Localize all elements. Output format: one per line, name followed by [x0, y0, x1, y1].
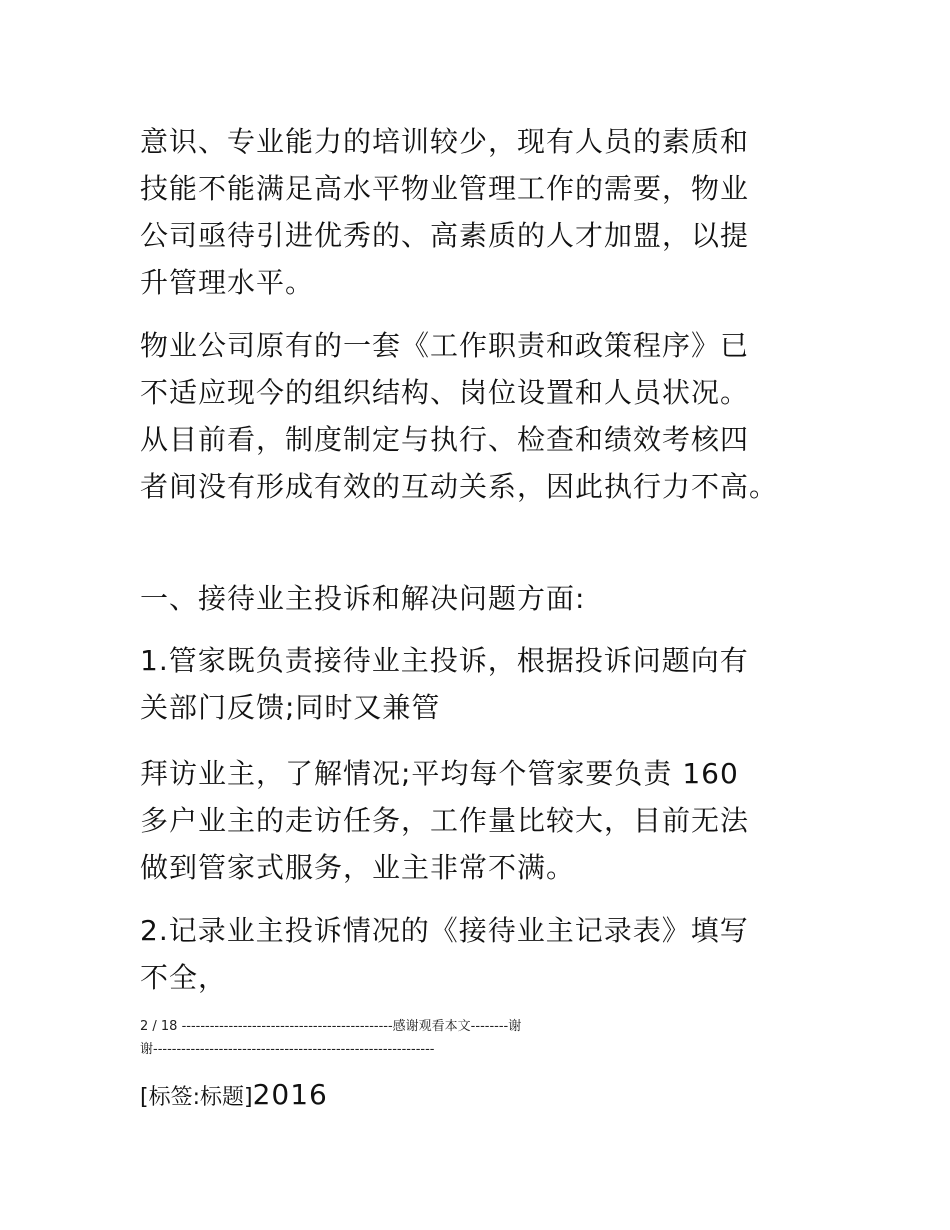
- text-line: 者间没有形成有效的互动关系，因此执行力不高。: [140, 470, 779, 503]
- heading-text: 一、接待业主投诉和解决问题方面:: [140, 582, 586, 615]
- section-heading: [140, 575, 820, 622]
- paragraph-visits: [140, 750, 820, 891]
- text-line: 公司亟待引进优秀的、高素质的人才加盟，以提: [140, 219, 750, 252]
- text-line: 拜访业主，了解情况;平均每个管家要负责 160: [140, 757, 739, 790]
- text-line: 物业公司原有的一套《工作职责和政策程序》已: [140, 329, 750, 362]
- text-line: 关部门反馈;同时又兼管: [140, 691, 441, 724]
- text-line: 升管理水平。: [140, 266, 315, 299]
- text-line: 技能不能满足高水平物业管理工作的需要，物业: [140, 172, 750, 205]
- text-line: 1.管家既负责接待业主投诉，根据投诉问题向有: [140, 644, 749, 677]
- text-line: 意识、专业能力的培训较少，现有人员的素质和: [140, 125, 750, 158]
- text-line: 不全，: [140, 961, 228, 994]
- year-text: 2016: [252, 1078, 328, 1111]
- paragraph-item-2: [140, 907, 820, 1001]
- paragraph-item-1: [140, 637, 820, 731]
- text-line: 不适应现今的组织结构、岗位设置和人员状况。: [140, 376, 750, 409]
- page-footer-line-1: 2 / 18 ---------------------------------------------感谢观看本文--------谢: [140, 1019, 522, 1034]
- text-line: 2.记录业主投诉情况的《接待业主记录表》填写: [140, 914, 749, 947]
- tag-title-line: [140, 1078, 328, 1111]
- paragraph-policy: [140, 322, 820, 510]
- tag-label: [标签:标题]: [140, 1085, 253, 1110]
- text-line: 做到管家式服务，业主非常不满。: [140, 851, 576, 884]
- paragraph-training: [140, 118, 820, 306]
- page-footer-line-2: 谢------------------------------------------------------------: [140, 1042, 435, 1057]
- text-line: 多户业主的走访任务，工作量比较大，目前无法: [140, 804, 750, 837]
- text-line: 从目前看，制度制定与执行、检查和绩效考核四: [140, 423, 750, 456]
